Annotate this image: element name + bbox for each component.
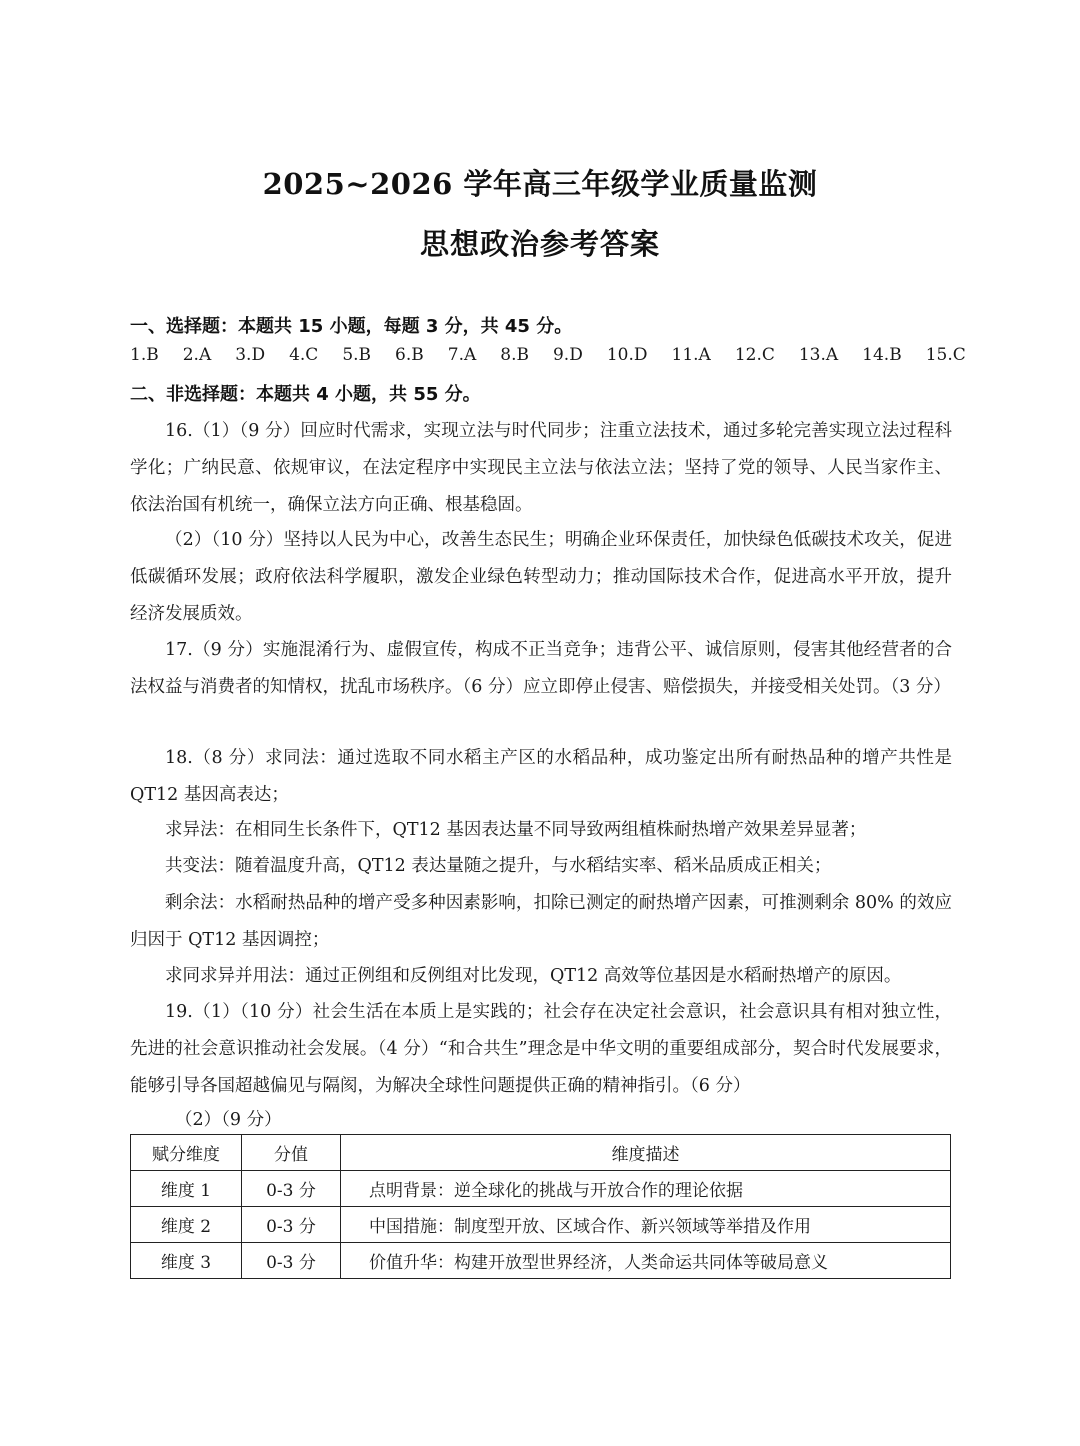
answer-item: 13.A	[798, 345, 839, 365]
table-header-row	[131, 1135, 951, 1171]
q18-agreement-method: 18.（8 分）求同法：通过选取不同水稻主产区的水稻品种，成功鉴定出所有耐热品种的增产共性是 QT12 基因高表达；	[130, 748, 952, 805]
table-header-dimension: 赋分维度	[131, 1135, 242, 1171]
q18-joint-method: 求同求异并用法：通过正例组和反例组对比发现，QT12 高效等位基因是水稻耐热增产的原因。	[165, 966, 902, 986]
q16-part1-answer: 16.（1）（9 分）回应时代需求，实现立法与时代同步；注重立法技术，通过多轮完善实现立法过程科学化；广纳民意、依规审议，在法定程序中实现民主立法与依法立法；坚持了党的领导、人民当家作主、依法治国有机统一，确保立法方向正确、根基稳固。	[130, 421, 952, 515]
answer-item: 12.C	[734, 345, 775, 365]
answer-item: 8.B	[500, 345, 529, 365]
answer-item: 15.C	[925, 345, 966, 365]
answer-item: 5.B	[342, 345, 372, 365]
table-cell: 点明背景：逆全球化的挑战与开放合作的理论依据	[341, 1171, 951, 1207]
answer-item: 7.A	[447, 345, 477, 365]
q18-difference-method: 求异法：在相同生长条件下，QT12 基因表达量不同导致两组植株耐热增产效果差异显著；	[165, 820, 867, 840]
answer-item: 9.D	[552, 345, 583, 365]
table-header-score: 分值	[242, 1135, 341, 1171]
table-row	[131, 1243, 951, 1279]
table-cell: 维度 2	[131, 1207, 242, 1243]
table-cell: 0-3 分	[242, 1243, 341, 1279]
table-row	[131, 1207, 951, 1243]
table-cell: 中国措施：制度型开放、区域合作、新兴领域等举措及作用	[341, 1207, 951, 1243]
section-heading-nonchoice: 二、非选择题：本题共 4 小题，共 55 分。	[130, 384, 481, 405]
answer-item: 11.A	[671, 345, 711, 365]
table-cell: 0-3 分	[242, 1171, 341, 1207]
answer-item: 10.D	[606, 345, 648, 365]
table-cell: 0-3 分	[242, 1207, 341, 1243]
table-row	[131, 1171, 951, 1207]
document-subtitle: 思想政治参考答案	[419, 227, 660, 261]
answer-item: 14.B	[862, 345, 902, 365]
scoring-table	[130, 1134, 951, 1279]
q18-variation-method: 共变法：随着温度升高，QT12 表达量随之提升，与水稻结实率、稻米品质成正相关；	[165, 856, 832, 876]
answer-item: 6.B	[395, 345, 424, 365]
section-heading-choice: 一、选择题：本题共 15 小题，每题 3 分，共 45 分。	[130, 316, 573, 337]
table-cell: 维度 3	[131, 1243, 242, 1279]
answer-item: 3.D	[235, 345, 266, 365]
choice-answers	[130, 345, 966, 365]
q19-part2-label: （2）（9 分）	[175, 1110, 282, 1130]
answer-item: 4.C	[289, 345, 319, 365]
table-header-description: 维度描述	[341, 1135, 951, 1171]
answer-item: 1.B	[130, 345, 159, 365]
table-cell: 价值升华：构建开放型世界经济，人类命运共同体等破局意义	[341, 1243, 951, 1279]
q16-part2-answer: （2）（10 分）坚持以人民为中心，改善生态民生；明确企业环保责任，加快绿色低碳技术攻关，促进低碳循环发展；政府依法科学履职，激发企业绿色转型动力；推动国际技术合作，促进高水平开放，提升经济发展质效。	[130, 530, 952, 624]
answer-item: 2.A	[182, 345, 212, 365]
q19-part1-answer: 19.（1）（10 分）社会生活在本质上是实践的；社会存在决定社会意识，社会意识具有相对独立性，先进的社会意识推动社会发展。（4 分）“和合共生”理念是中华文明的重要组成部分，契合时代发展要求，能够引导各国超越偏见与隔阂，为解决全球性问题提供正确的精神指引。（6 分）	[130, 1002, 952, 1096]
q17-answer: 17.（9 分）实施混淆行为、虚假宣传，构成不正当竞争；违背公平、诚信原则，侵害其他经营者的合法权益与消费者的知情权，扰乱市场秩序。（6 分）应立即停止侵害、赔偿损失，并接受相关处罚。（3 分）	[130, 640, 952, 697]
document-title: 2025~2026 学年高三年级学业质量监测	[262, 167, 818, 201]
table-cell: 维度 1	[131, 1171, 242, 1207]
q18-residue-method: 剩余法：水稻耐热品种的增产受多种因素影响，扣除已测定的耐热增产因素，可推测剩余 80% 的效应归因于 QT12 基因调控；	[130, 893, 952, 950]
